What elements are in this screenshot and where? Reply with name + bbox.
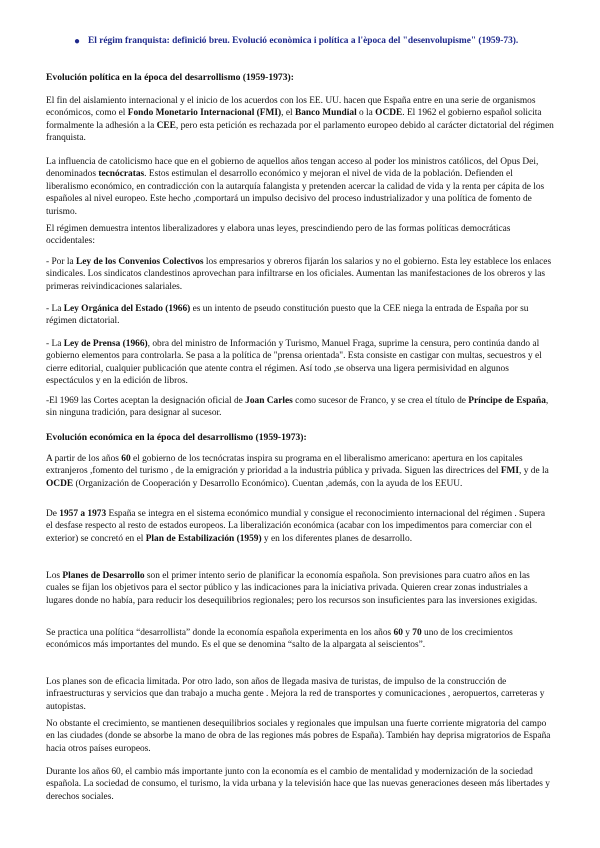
bold-term: Fondo Monetario Internacional (FMI) bbox=[127, 108, 282, 119]
text-run: como sucesor de Franco, y se crea el título de bbox=[292, 396, 469, 406]
paragraph bbox=[46, 95, 554, 145]
bold-term: 60 bbox=[393, 628, 403, 638]
text-run: De bbox=[46, 509, 60, 519]
text-run: . Estos estimulan el desarrollo económico y mejoran el nivel de vida de la población. Defienden el liberalismo económico, en contradicción con la autarquía falangista y pretenden acercar la calidad de vida y la renta per cápita de los españoles al nivel europeo. Este hecho ,comportará un impulso decisivo del proceso industrializador y una política de fomento de turismo. bbox=[46, 169, 545, 217]
text-run: . El 1962 el gobierno español solicita formalmente la adhesión a la bbox=[46, 108, 542, 131]
text-run: , sin ninguna tradición, para designar al sucesor. bbox=[46, 396, 549, 419]
paragraph bbox=[46, 256, 554, 293]
bold-term: Planes de Desarrollo bbox=[62, 571, 145, 581]
paragraph bbox=[46, 223, 554, 248]
text-run: uno de los crecimientos económicos más importantes del mundo. Es el que se denomina “salto de la alpargata al seiscientos”. bbox=[46, 628, 513, 651]
bold-term: CEE bbox=[156, 120, 176, 131]
text-run: España se integra en el sistema económico mundial y consigue el reconocimiento internacional del régimen . Supera el desfase respecto al resto de estados europeos. La liberalización económica (acabar con los impedimentos para comerciar con el exterior) se concretó en el bbox=[46, 509, 546, 544]
paragraph bbox=[46, 303, 554, 328]
text-run: El régimen demuestra intentos liberalizadores y elabora unas leyes, prescindiendo pero de las formas políticas democráticas occidentales: bbox=[46, 224, 511, 247]
paragraph bbox=[46, 676, 554, 713]
text-run: La influencia de catolicismo hace que en el gobierno de aquellos años tengan acceso al poder los ministros católicos, del Opus Dei, denominados bbox=[46, 157, 539, 180]
bold-term: Banco Mundial bbox=[294, 108, 357, 119]
text-run: los empresarios y obreros fijarán los salarios y no el gobierno. Esta ley establece los enlaces sindicales. Los sindicatos clandestinos aprovechan para infiltrarse en los oficiales. Aumentan las manifestaciones de los obreros y las primeras reivindicaciones salariales. bbox=[46, 257, 552, 292]
bold-term: 70 bbox=[412, 628, 422, 638]
paragraph bbox=[46, 453, 554, 490]
text-run: No obstante el crecimiento, se mantienen desequilibrios sociales y regionales que impulsan una fuerte corriente migratoria del campo en las ciudades (donde se absorbe la mano de obra de las regiones más pobres de España). También hay deprisa migratorios de España hacia otros países europeos. bbox=[46, 719, 551, 754]
bold-term: Príncipe de España bbox=[468, 396, 546, 406]
paragraph bbox=[46, 766, 554, 803]
text-run: Durante los años 60, el cambio más importante junto con la economía es el cambio de mentalidad y modernización de la sociedad española. La sociedad de consumo, el turismo, la vida urbana y la televisión hace que las nuevas generaciones deseen más libertades y derechos sociales. bbox=[46, 767, 550, 802]
paragraph bbox=[46, 570, 554, 607]
text-run: (Organización de Cooperación y Desarrollo Económico). Cuentan ,además, con la ayuda de los EEUU. bbox=[73, 478, 463, 489]
bold-term: Ley de Prensa (1966) bbox=[63, 339, 148, 349]
bold-term: Ley de los Convenios Colectivos bbox=[75, 257, 204, 267]
paragraph bbox=[46, 718, 554, 755]
text-run: Los planes son de eficacia limitada. Por otro lado, son años de llegada masiva de turistas, de impulso de la construcción de infraestructuras y servicios que dan trabajo a mucha gente . Mejora la red de transportes y comunicaciones , aeropuertos, carreteras y autopistas. bbox=[46, 677, 545, 712]
text-run: o la bbox=[356, 108, 376, 119]
paragraph bbox=[46, 508, 554, 545]
bold-term: OCDE bbox=[375, 108, 403, 119]
heading-economic: Evolución económica en la época del desarrollismo (1959-1973): bbox=[46, 432, 307, 443]
text-run: -El 1969 las Cortes aceptan la designación oficial de bbox=[46, 396, 246, 406]
text-run: y bbox=[402, 628, 413, 638]
bold-term: 1957 a 1973 bbox=[59, 509, 107, 519]
bold-term: FMI bbox=[500, 466, 520, 477]
paragraph bbox=[46, 395, 554, 420]
paragraph bbox=[46, 156, 554, 218]
text-run: y en los diferentes planes de desarrollo. bbox=[261, 533, 413, 544]
text-run: - Por la bbox=[46, 257, 76, 267]
bold-term: Plan de Estabilización (1959) bbox=[145, 533, 262, 544]
section-title bbox=[74, 36, 558, 47]
text-run: - La bbox=[46, 339, 64, 349]
text-run: , el bbox=[281, 108, 295, 119]
text-run: el gobierno de los tecnócratas inspira su programa en el liberalismo americano: apertura en los capitales extranjeros ,fomento del turismo , de la emigración y prioridad a la industria pública y privada. Siguen las directrices del bbox=[46, 454, 523, 477]
text-run: , y de la bbox=[519, 466, 549, 477]
text-run: , obra del ministro de Información y Turismo, Manuel Fraga, suprime la censura, pero continúa dando al gobierno elementos para controlarla. Se pasa a la política de "prensa orientada". Esta consiste en castigar con multas, secuestros y el cierre editorial, cualquier publicación que atente contra el régimen. Así todo ,se observa una ligera permisividad en algunos espectáculos y en la edición de libros. bbox=[46, 339, 542, 387]
text-run: - La bbox=[46, 304, 64, 314]
text-run: Se practica una política “desarrollista” donde la economía española experimenta en los años bbox=[46, 628, 394, 638]
bullet-icon: ● bbox=[74, 36, 81, 47]
text-run: es un intento de pseudo constitución puesto que la CEE niega la entrada de España por su régimen dictatorial. bbox=[46, 304, 529, 327]
bold-term: OCDE bbox=[46, 478, 74, 489]
bold-term: Ley Orgánica del Estado (1966) bbox=[63, 304, 191, 314]
bold-term: tecnócratas bbox=[98, 169, 145, 180]
text-run: Los bbox=[46, 571, 63, 581]
text-run: El fin del aislamiento internacional y el inicio de los acuerdos con los EE. UU. hacen que España entre en una serie de organismos económicos, como el bbox=[46, 96, 536, 119]
heading-political: Evolución política en la época del desarrollismo (1959-1973): bbox=[46, 72, 294, 83]
bold-term: Joan Carles bbox=[245, 396, 293, 406]
text-run: , pero esta petición es rechazada por el parlamento europeo debido al carácter dictatorial del régimen franquista. bbox=[46, 120, 554, 144]
paragraph bbox=[46, 338, 554, 388]
section-title-text: El régim franquista: definició breu. Evolució econòmica i política a l'època del "desenvolupisme" (1959-73). bbox=[88, 36, 519, 46]
text-run: son el primer intento serio de planificar la economía española. Son previsiones para cuatro años en las cuales se fijan los objetivos para el sector público y las indicaciones para la iniciativa privada. Quieren crear zonas industriales a lugares donde no había, para reducir los desequilibrios regionales; pero los recursos son insuficientes para las inversiones exigidas. bbox=[46, 571, 538, 606]
text-run: A partir de los años bbox=[46, 454, 122, 464]
bold-term: 60 bbox=[121, 454, 131, 464]
paragraph bbox=[46, 627, 554, 652]
